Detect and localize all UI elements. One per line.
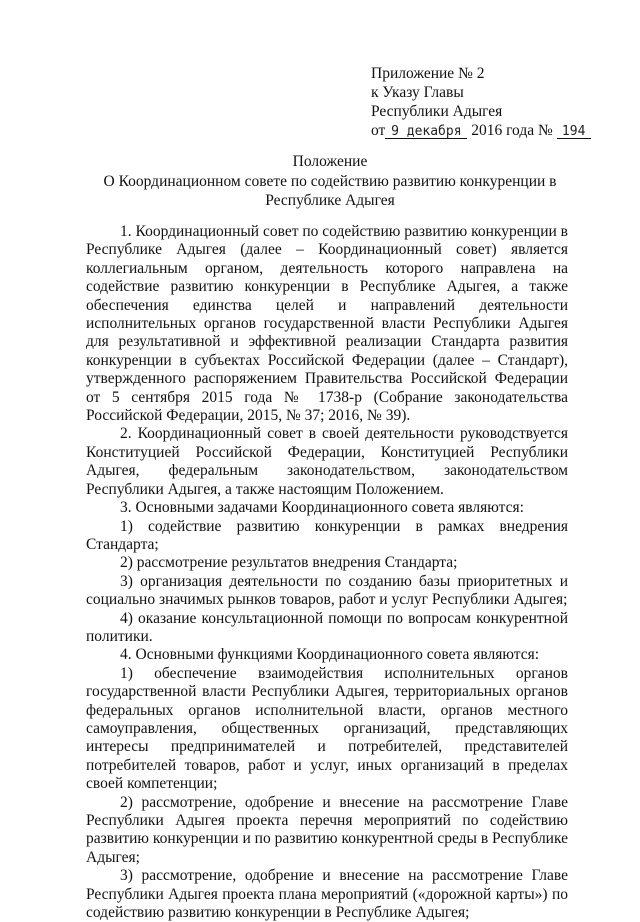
title-line-2: О Координационном совете по содействию развитию конкуренции в bbox=[103, 172, 557, 190]
date-year: 2016 года № bbox=[471, 122, 553, 139]
appendix-date-line bbox=[371, 121, 591, 140]
task-2: 2) рассмотрение результатов внедрения Стандарта; bbox=[120, 554, 458, 572]
appendix-line-1: Приложение № 2 bbox=[371, 65, 485, 82]
paragraph-4: 4. Основными функциями Координационного совета являются: bbox=[120, 646, 540, 664]
function-3: 3) рассмотрение, одобрение и внесение на рассмотрение Главе Республики Адыгея проекта плана мероприятий («дорожной карты») по содействию развитию конкуренции в Республике Адыгея; bbox=[86, 867, 568, 922]
document-body bbox=[86, 223, 568, 922]
task-4: 4) оказание консультационной помощи по вопросам конкурентной политики. bbox=[86, 609, 568, 645]
task-3: 3) организация деятельности по созданию базы приоритетных и социально значимых рынков товаров, работ и услуг Республики Адыгея; bbox=[86, 572, 568, 609]
title-line-1: Положение bbox=[292, 153, 368, 170]
paragraph-2: 2. Координационный совет в своей деятельности руководствуется Конституцией Российской Федерации, Конституцией Республики Адыгея, федеральным законодательством, законодательством Республики Адыгея, а также настоящим Положением. bbox=[86, 425, 568, 498]
task-1: 1) содействие развитию конкуренции в рамках внедрения Стандарта; bbox=[86, 517, 568, 553]
appendix-line-3: Республики Адыгея bbox=[371, 103, 503, 120]
decree-number-handwritten: 194 bbox=[557, 125, 591, 139]
paragraph-3: 3. Основными задачами Координационного совета являются: bbox=[120, 499, 524, 517]
paragraph-1: 1. Координационный совет по содействию развитию конкуренции в Республике Адыгея (далее – Координационный совет) является коллегиальным органом, деятельность которого направлена на содействие развитию конкуренции в Республике Адыгея, а также обеспечения единства целей и направлений деятельности исполнительных органов государственной власти Республики Адыгея для результативной и эффективной реализации Стандарта развития конкуренции в субъектах Российской Федерации (далее – Стандарт), утвержденного распоряжением Правительства Российской Федерации от 5 сентября 2015 года № 1738-р (Собрание законодательства Российской Федерации, 2015, № 37; 2016, № 39). bbox=[86, 223, 568, 425]
date-handwritten: 9 декабря bbox=[385, 125, 467, 139]
function-2: 2) рассмотрение, одобрение и внесение на рассмотрение Главе Республики Адыгея проекта перечня мероприятий по содействию развитию конкуренции и по развитию конкурентной среды в Республике Адыгея; bbox=[86, 793, 568, 866]
title-line-3: Республике Адыгея bbox=[265, 192, 395, 209]
date-prefix: от bbox=[371, 122, 386, 139]
appendix-line-2: к Указу Главы bbox=[371, 84, 464, 101]
document-title bbox=[60, 152, 600, 211]
appendix-block bbox=[371, 64, 591, 140]
function-1: 1) обеспечение взаимодействия исполнительных органов государственной власти Республики Адыгея, территориальных органов федеральных органов исполнительной власти, органов местного самоуправления, общественных организаций, представляющих интересы предпринимателей и потребителей, представителей потребителей товаров, работ и услуг, иных организаций в пределах своей компетенции; bbox=[86, 664, 568, 793]
